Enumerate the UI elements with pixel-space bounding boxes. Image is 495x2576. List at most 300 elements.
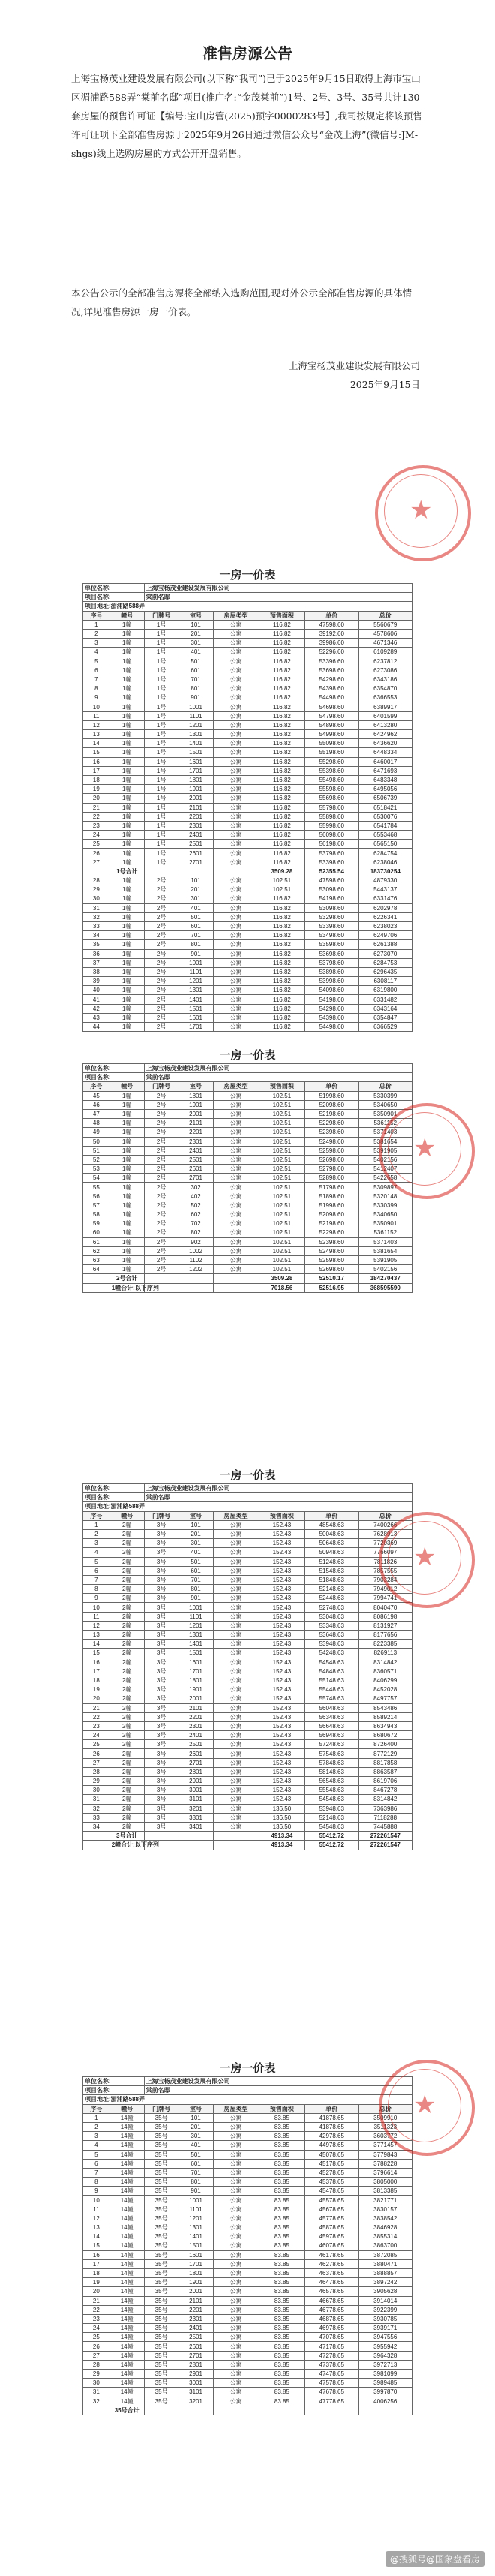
price-table: [82, 1063, 412, 1293]
table-cell: 53498.60: [305, 931, 358, 940]
table-cell: 1幢: [110, 739, 144, 748]
table-cell: 1幢: [110, 821, 144, 830]
table-cell: 152.43: [259, 1640, 304, 1649]
table-cell: 14幢: [110, 2205, 144, 2214]
table-cell: 53598.60: [305, 940, 358, 949]
table-cell: 5: [83, 657, 110, 666]
table-cell: 16: [83, 1658, 110, 1667]
table-cell: 1幢: [110, 757, 144, 766]
table-cell: 52198.60: [305, 1109, 358, 1118]
table-cell: 2号: [144, 1013, 178, 1022]
table-row: [83, 1685, 412, 1694]
table-cell: 83.85: [259, 2370, 304, 2379]
table-cell: 30: [83, 894, 110, 903]
table-cell: 501: [178, 912, 213, 921]
unit-label: 单位名称:: [83, 1484, 145, 1493]
table-cell: 公寓: [213, 1557, 259, 1566]
table-cell: 公寓: [213, 2259, 259, 2268]
summary-cell: 55412.72: [305, 1832, 358, 1841]
table-cell: 6109289: [358, 648, 412, 657]
table-cell: 50648.63: [305, 1539, 358, 1548]
table-cell: 152.43: [259, 1603, 304, 1612]
table-cell: 116.82: [259, 1023, 304, 1032]
table-cell: 1幢: [110, 666, 144, 675]
table-row: [83, 711, 412, 720]
column-header: 序号: [83, 1082, 110, 1091]
table-cell: 3号: [144, 1557, 178, 1566]
table-cell: 1号: [144, 629, 178, 638]
table-cell: 15: [83, 748, 110, 757]
table-cell: 2: [83, 1529, 110, 1538]
table-cell: 401: [178, 648, 213, 657]
table-cell: 公寓: [213, 2232, 259, 2241]
table-row: [83, 2268, 412, 2277]
table-cell: 2号: [144, 1146, 178, 1155]
table-cell: 14幢: [110, 2278, 144, 2287]
table-cell: 14幢: [110, 2351, 144, 2360]
summary-cell: 4913.34: [259, 1832, 304, 1841]
table-cell: 401: [178, 2141, 213, 2150]
table-cell: 54848.63: [305, 1667, 358, 1676]
table-cell: 3930785: [358, 2314, 412, 2323]
table-cell: 公寓: [213, 648, 259, 657]
table-cell: 102.51: [259, 876, 304, 885]
table-cell: 47178.65: [305, 2342, 358, 2351]
table-cell: 116.82: [259, 921, 304, 930]
table-cell: 14幢: [110, 2196, 144, 2205]
summary-cell: [83, 1274, 110, 1283]
table-cell: 116.82: [259, 812, 304, 821]
table-cell: 6331482: [358, 995, 412, 1004]
table-cell: 5: [83, 2150, 110, 2159]
table-cell: 3788228: [358, 2159, 412, 2168]
table-row: [83, 1265, 412, 1274]
table-cell: 18: [83, 1676, 110, 1685]
table-cell: 公寓: [213, 1740, 259, 1749]
table-cell: 3201: [178, 2397, 213, 2406]
table-cell: 502: [178, 1201, 213, 1210]
column-header: 门牌号: [144, 2104, 178, 2113]
column-header: 门牌号: [144, 1511, 178, 1520]
table-cell: 14: [83, 1640, 110, 1649]
table-cell: 11: [83, 1612, 110, 1621]
table-cell: 2101: [178, 1703, 213, 1712]
table-cell: 公寓: [213, 1539, 259, 1548]
table-cell: 116.82: [259, 977, 304, 986]
table-cell: 4: [83, 648, 110, 657]
table-cell: 14幢: [110, 2122, 144, 2131]
table-cell: 3955942: [358, 2342, 412, 2351]
table-cell: 1号: [144, 858, 178, 867]
table-cell: 152.43: [259, 1694, 304, 1703]
table-cell: 53398.60: [305, 921, 358, 930]
unit-name: 上海宝杨茂业建设发展有限公司: [144, 2077, 412, 2086]
table-cell: 14: [83, 739, 110, 748]
table-cell: 102.51: [259, 1237, 304, 1246]
table-cell: 83.85: [259, 2351, 304, 2360]
table-cell: 6366553: [358, 693, 412, 702]
table-cell: 53948.63: [305, 1804, 358, 1813]
price-sheet-1: [82, 567, 412, 1032]
subtotal-row: [83, 2406, 412, 2415]
table-cell: 3号: [144, 1731, 178, 1740]
table-cell: 7400266: [358, 1520, 412, 1529]
table-cell: 20: [83, 794, 110, 803]
table-cell: 17: [83, 766, 110, 775]
table-cell: 1号: [144, 666, 178, 675]
table-cell: 8772129: [358, 1749, 412, 1758]
table-cell: 2001: [178, 794, 213, 803]
table-cell: 116.82: [259, 730, 304, 739]
table-cell: 152.43: [259, 1612, 304, 1621]
table-cell: 901: [178, 693, 213, 702]
table-row: [83, 1712, 412, 1721]
table-cell: 116.82: [259, 821, 304, 830]
table-cell: 1幢: [110, 730, 144, 739]
table-row: [83, 1786, 412, 1795]
table-cell: 14幢: [110, 2397, 144, 2406]
table-cell: 83.85: [259, 2360, 304, 2369]
table-cell: 116.82: [259, 803, 304, 812]
table-cell: 公寓: [213, 858, 259, 867]
table-cell: 1: [83, 620, 110, 629]
table-cell: 2501: [178, 2333, 213, 2342]
table-cell: 公寓: [213, 1603, 259, 1612]
table-cell: 55398.60: [305, 766, 358, 775]
table-cell: 8040470: [358, 1603, 412, 1612]
table-cell: 1幢: [110, 1219, 144, 1228]
table-cell: 8314842: [358, 1795, 412, 1804]
table-cell: 49: [83, 1128, 110, 1137]
table-cell: 6284753: [358, 958, 412, 967]
table-row: [83, 2360, 412, 2369]
table-cell: 116.82: [259, 739, 304, 748]
table-row: [83, 739, 412, 748]
table-cell: 1幢: [110, 1246, 144, 1255]
subtotal-row: [83, 867, 412, 876]
table-cell: 2幢: [110, 1603, 144, 1612]
table-cell: 2幢: [110, 1758, 144, 1767]
table-cell: 14幢: [110, 2241, 144, 2250]
table-cell: 6261388: [358, 940, 412, 949]
column-header: 总价: [358, 1082, 412, 1091]
table-cell: 3888857: [358, 2268, 412, 2277]
table-cell: 2601: [178, 1749, 213, 1758]
table-cell: 8726400: [358, 1740, 412, 1749]
table-cell: 30: [83, 1786, 110, 1795]
summary-cell: 52355.54: [305, 867, 358, 876]
table-cell: 23: [83, 821, 110, 830]
table-cell: 2: [83, 629, 110, 638]
table-cell: 102.51: [259, 1100, 304, 1109]
table-cell: 5309897: [358, 1183, 412, 1192]
unit-name: 上海宝杨茂业建设发展有限公司: [144, 1064, 412, 1073]
table-cell: 6448334: [358, 748, 412, 757]
table-cell: 19: [83, 1685, 110, 1694]
table-cell: 50948.63: [305, 1548, 358, 1557]
table-cell: 1幢: [110, 1128, 144, 1137]
table-cell: 公寓: [213, 812, 259, 821]
table-cell: 公寓: [213, 785, 259, 794]
table-cell: 公寓: [213, 2178, 259, 2187]
project-address: 项目地址:湄浦路588弄: [83, 602, 412, 611]
table-cell: 83.85: [259, 2379, 304, 2388]
table-cell: 20: [83, 2287, 110, 2296]
table-cell: 51: [83, 1146, 110, 1155]
table-row: [83, 720, 412, 729]
table-cell: 701: [178, 1575, 213, 1584]
table-cell: 1幢: [110, 1174, 144, 1183]
table-cell: 35号: [144, 2278, 178, 2287]
table-cell: 1201: [178, 720, 213, 729]
table-row: [83, 730, 412, 739]
table-cell: 3914014: [358, 2296, 412, 2305]
table-cell: 39192.60: [305, 629, 358, 638]
table-cell: 116.82: [259, 831, 304, 840]
table-cell: 1401: [178, 2232, 213, 2241]
table-cell: 3号: [144, 1649, 178, 1658]
table-cell: 1401: [178, 1640, 213, 1649]
table-cell: 1801: [178, 1091, 213, 1100]
table-cell: 52398.60: [305, 1128, 358, 1137]
table-cell: 3号: [144, 1566, 178, 1575]
table-cell: 7811826: [358, 1557, 412, 1566]
table-cell: 51798.60: [305, 1183, 358, 1192]
table-row: [83, 1694, 412, 1703]
table-cell: 公寓: [213, 2278, 259, 2287]
column-header: 序号: [83, 611, 110, 620]
table-cell: 1幢: [110, 931, 144, 940]
table-row: [83, 1109, 412, 1118]
table-cell: 3号: [144, 1658, 178, 1667]
table-row: [83, 2287, 412, 2296]
table-cell: 5412407: [358, 1165, 412, 1174]
table-row: [83, 2113, 412, 2122]
table-cell: 52698.60: [305, 1155, 358, 1164]
table-row: [83, 1155, 412, 1164]
table-cell: 35号: [144, 2159, 178, 2168]
table-row: [83, 1631, 412, 1640]
table-cell: 1501: [178, 2241, 213, 2250]
unit-row: [83, 584, 412, 593]
table-cell: 55898.60: [305, 812, 358, 821]
table-cell: 2号: [144, 1192, 178, 1201]
table-cell: 3号: [144, 1777, 178, 1786]
table-cell: 5422658: [358, 1174, 412, 1183]
table-cell: 45678.65: [305, 2205, 358, 2214]
table-cell: 22: [83, 812, 110, 821]
table-cell: 3981099: [358, 2370, 412, 2379]
project-label: 项目名称:: [83, 2086, 145, 2095]
table-cell: 2号: [144, 1155, 178, 1164]
table-cell: 3号: [144, 1804, 178, 1813]
table-cell: 13: [83, 1631, 110, 1640]
table-cell: 17: [83, 2259, 110, 2268]
column-header: 房屋类型: [213, 1082, 259, 1091]
summary-cell: [144, 867, 178, 876]
table-cell: 2901: [178, 1777, 213, 1786]
table-cell: 116.82: [259, 958, 304, 967]
table-cell: 55148.63: [305, 1676, 358, 1685]
table-cell: 2幢: [110, 1520, 144, 1529]
table-cell: 53398.60: [305, 858, 358, 867]
table-cell: 1幢: [110, 1109, 144, 1118]
table-cell: 公寓: [213, 794, 259, 803]
sheet-title: 一房一价表: [219, 1048, 276, 1062]
table-cell: 1501: [178, 1649, 213, 1658]
table-cell: 1幢: [110, 1165, 144, 1174]
table-row: [83, 1004, 412, 1013]
table-cell: 83.85: [259, 2314, 304, 2323]
table-cell: 116.82: [259, 858, 304, 867]
table-cell: 2幢: [110, 1539, 144, 1548]
table-cell: 2号: [144, 1100, 178, 1109]
column-header: 预售面积: [259, 611, 304, 620]
table-header: [83, 1082, 412, 1091]
table-cell: 1号: [144, 757, 178, 766]
table-cell: 2幢: [110, 1575, 144, 1584]
table-cell: 3号: [144, 1520, 178, 1529]
table-cell: 1号: [144, 840, 178, 849]
table-cell: 8314842: [358, 1658, 412, 1667]
table-cell: 公寓: [213, 1146, 259, 1155]
table-cell: 2号: [144, 1183, 178, 1192]
table-cell: 14幢: [110, 2214, 144, 2223]
project-address: 项目地址:湄浦路588弄: [83, 1502, 412, 1511]
table-cell: 116.82: [259, 849, 304, 858]
table-cell: 152.43: [259, 1575, 304, 1584]
table-row: [83, 1128, 412, 1137]
table-cell: 5381654: [358, 1137, 412, 1146]
table-row: [83, 2379, 412, 2388]
table-cell: 2号: [144, 958, 178, 967]
table-cell: 7766097: [358, 1548, 412, 1557]
table-cell: 1幢: [110, 785, 144, 794]
table-cell: 公寓: [213, 675, 259, 684]
table-row: [83, 1612, 412, 1621]
table-cell: 2801: [178, 1767, 213, 1776]
table-cell: 2幢: [110, 1557, 144, 1566]
table-cell: 301: [178, 1539, 213, 1548]
table-header: [83, 1511, 412, 1520]
table-cell: 35号: [144, 2196, 178, 2205]
table-row: [83, 1100, 412, 1109]
table-cell: 56098.60: [305, 831, 358, 840]
table-cell: 公寓: [213, 2268, 259, 2277]
table-cell: 公寓: [213, 1585, 259, 1594]
table-cell: 35: [83, 940, 110, 949]
table-row: [83, 1548, 412, 1557]
table-cell: 8086198: [358, 1612, 412, 1621]
price-table: [82, 583, 412, 1032]
table-cell: 48: [83, 1119, 110, 1128]
table-cell: 152.43: [259, 1731, 304, 1740]
table-cell: 2401: [178, 1146, 213, 1155]
table-cell: 46378.65: [305, 2268, 358, 2277]
table-cell: 47598.60: [305, 876, 358, 885]
table-cell: 46178.65: [305, 2250, 358, 2259]
table-cell: 2号: [144, 903, 178, 912]
table-cell: 3号: [144, 1612, 178, 1621]
table-cell: 2号: [144, 1174, 178, 1183]
table-cell: 52598.60: [305, 1255, 358, 1264]
summary-cell: [178, 2406, 213, 2415]
table-cell: 3101: [178, 1795, 213, 1804]
table-cell: 83.85: [259, 2150, 304, 2159]
table-cell: 1幢: [110, 684, 144, 693]
table-cell: 3897242: [358, 2278, 412, 2287]
table-cell: 54548.63: [305, 1658, 358, 1667]
table-cell: 52698.60: [305, 1265, 358, 1274]
table-cell: 53948.63: [305, 1640, 358, 1649]
table-cell: 2号: [144, 1265, 178, 1274]
table-cell: 83.85: [259, 2324, 304, 2333]
table-cell: 301: [178, 2132, 213, 2141]
table-cell: 102.51: [259, 1155, 304, 1164]
table-cell: 5391905: [358, 1255, 412, 1264]
table-row: [83, 1731, 412, 1740]
table-cell: 47678.65: [305, 2388, 358, 2397]
table-cell: 60: [83, 1228, 110, 1237]
table-row: [83, 858, 412, 867]
table-cell: 1501: [178, 1004, 213, 1013]
table-cell: 7903284: [358, 1575, 412, 1584]
table-cell: 38: [83, 967, 110, 976]
table-cell: 2幢: [110, 1740, 144, 1749]
table-cell: 公寓: [213, 1520, 259, 1529]
table-cell: 14幢: [110, 2360, 144, 2369]
table-cell: 4578606: [358, 629, 412, 638]
table-cell: 公寓: [213, 1667, 259, 1676]
table-cell: 56548.63: [305, 1777, 358, 1786]
table-cell: 1301: [178, 1631, 213, 1640]
table-cell: 公寓: [213, 1192, 259, 1201]
table-cell: 14幢: [110, 2178, 144, 2187]
table-cell: 公寓: [213, 1165, 259, 1174]
table-cell: 35号: [144, 2150, 178, 2159]
table-cell: 55598.60: [305, 785, 358, 794]
table-cell: 152.43: [259, 1557, 304, 1566]
table-cell: 50048.63: [305, 1529, 358, 1538]
summary-cell: [213, 1841, 259, 1850]
table-cell: 公寓: [213, 1155, 259, 1164]
table-cell: 3号: [144, 1740, 178, 1749]
table-row: [83, 1585, 412, 1594]
table-cell: 102.51: [259, 1228, 304, 1237]
summary-cell: 3509.28: [259, 1274, 304, 1283]
address-row: [83, 602, 412, 611]
table-cell: 55748.63: [305, 1694, 358, 1703]
table-cell: 116.82: [259, 657, 304, 666]
table-cell: 5371403: [358, 1237, 412, 1246]
table-cell: 6366529: [358, 1023, 412, 1032]
table-cell: 35号: [144, 2287, 178, 2296]
summary-cell: [178, 1841, 213, 1850]
table-row: [83, 2241, 412, 2250]
table-row: [83, 2223, 412, 2232]
table-cell: 54098.60: [305, 986, 358, 995]
table-row: [83, 794, 412, 803]
table-row: [83, 702, 412, 711]
table-cell: 30: [83, 2379, 110, 2388]
summary-cell: 2号合计: [110, 1274, 144, 1283]
table-row: [83, 2150, 412, 2159]
table-cell: 152.43: [259, 1712, 304, 1721]
table-cell: 8131927: [358, 1621, 412, 1630]
table-cell: 公寓: [213, 2223, 259, 2232]
table-cell: 公寓: [213, 1822, 259, 1831]
table-cell: 116.82: [259, 675, 304, 684]
